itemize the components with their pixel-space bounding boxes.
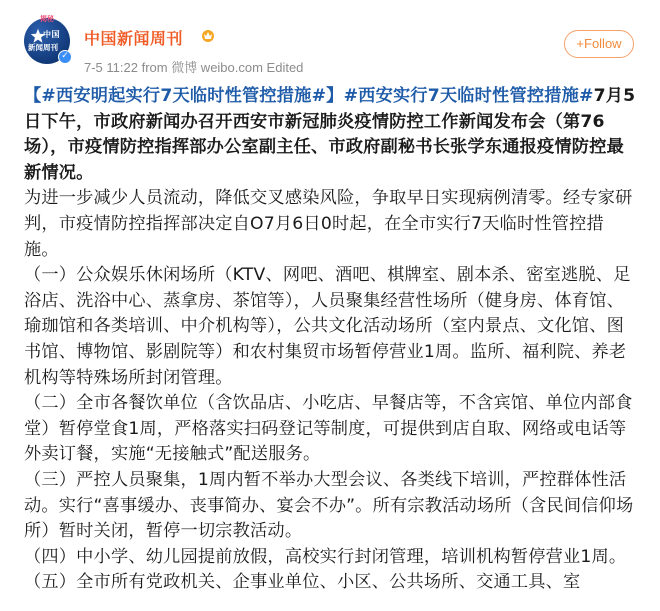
post-lead-paragraph xyxy=(24,84,636,186)
measure-item-1: （一）公众娱乐休闲场所（KTV、网吧、酒吧、棋牌室、剧本杀、密室逃脱、足浴店、洗浴中心、蒸拿房、茶馆等），人员聚集经营性场所（健身房、体育馆、瑜珈馆和各类培训、中介机构等），公共文化活动场所（室内景点、文化馆、图书馆、博物馆、影剧院等）和农村集贸市场暂停营业1周。监所、福利院、养老机构等特殊场所封闭管理。 xyxy=(24,265,631,388)
avatar-text-bottom: 新闻周刊 xyxy=(28,43,58,52)
measure-item-3: （三）严控人员聚集，1周内暂不举办大型会议、各类线下培训，严控群体性活动。实行“喜事缓办、丧事简办、宴会不办”。所有宗教活动场所（含民间信仰场所）暂时关闭，暂停一切宗教活动。 xyxy=(24,469,634,542)
measure-item-5: （五）全市所有党政机关、企事业单位、小区、公共场所、交通工具、室 xyxy=(24,572,581,593)
crown-icon xyxy=(200,27,216,43)
avatar-ribbon: 揭秘 xyxy=(40,15,54,23)
post-header xyxy=(24,14,636,76)
post-meta: 7-5 11:22 from 微博 weibo.com Edited xyxy=(84,60,304,75)
measure-item-4: （四）中小学、幼儿园提前放假，高校实行封闭管理，培训机构暂停营业1周。 xyxy=(24,546,627,567)
avatar[interactable] xyxy=(24,14,74,64)
follow-button[interactable]: +Follow xyxy=(564,30,634,58)
hashtag-link[interactable]: #西安实行7天临时性管控措施# xyxy=(343,86,594,106)
post-content xyxy=(24,84,636,596)
avatar-text-top: 中国 xyxy=(43,30,60,39)
body-paragraph: 为进一步减少人员流动，降低交叉感染风险，争取早日实现病例清零。经专家研判，市疫情防控指挥部决定自O7月6日0时起，在全市实行7天临时性管控措施。 xyxy=(24,188,633,260)
lead-text: 7月5日下午，市政府新闻办召开西安市新冠肺炎疫情防控工作新闻发布会（第76场），市疫情防控指挥部办公室副主任、市政府副秘书长张学东通报疫情防控最新情况。 xyxy=(24,86,636,183)
measure-item-2: （二）全市各餐饮单位（含饮品店、小吃店、早餐店等，不含宾馆、单位内部食堂）暂停堂食1周，严格落实扫码登记等制度，可提供到店自取、网络或电话等外卖订餐，实施“无接触式”配送服务。 xyxy=(24,393,633,465)
hashtag-link[interactable]: 【#西安明起实行7天临时性管控措施#】 xyxy=(24,86,344,106)
user-name[interactable]: 中国新闻周刊 xyxy=(84,29,184,48)
verified-icon: ✓ xyxy=(58,50,72,64)
